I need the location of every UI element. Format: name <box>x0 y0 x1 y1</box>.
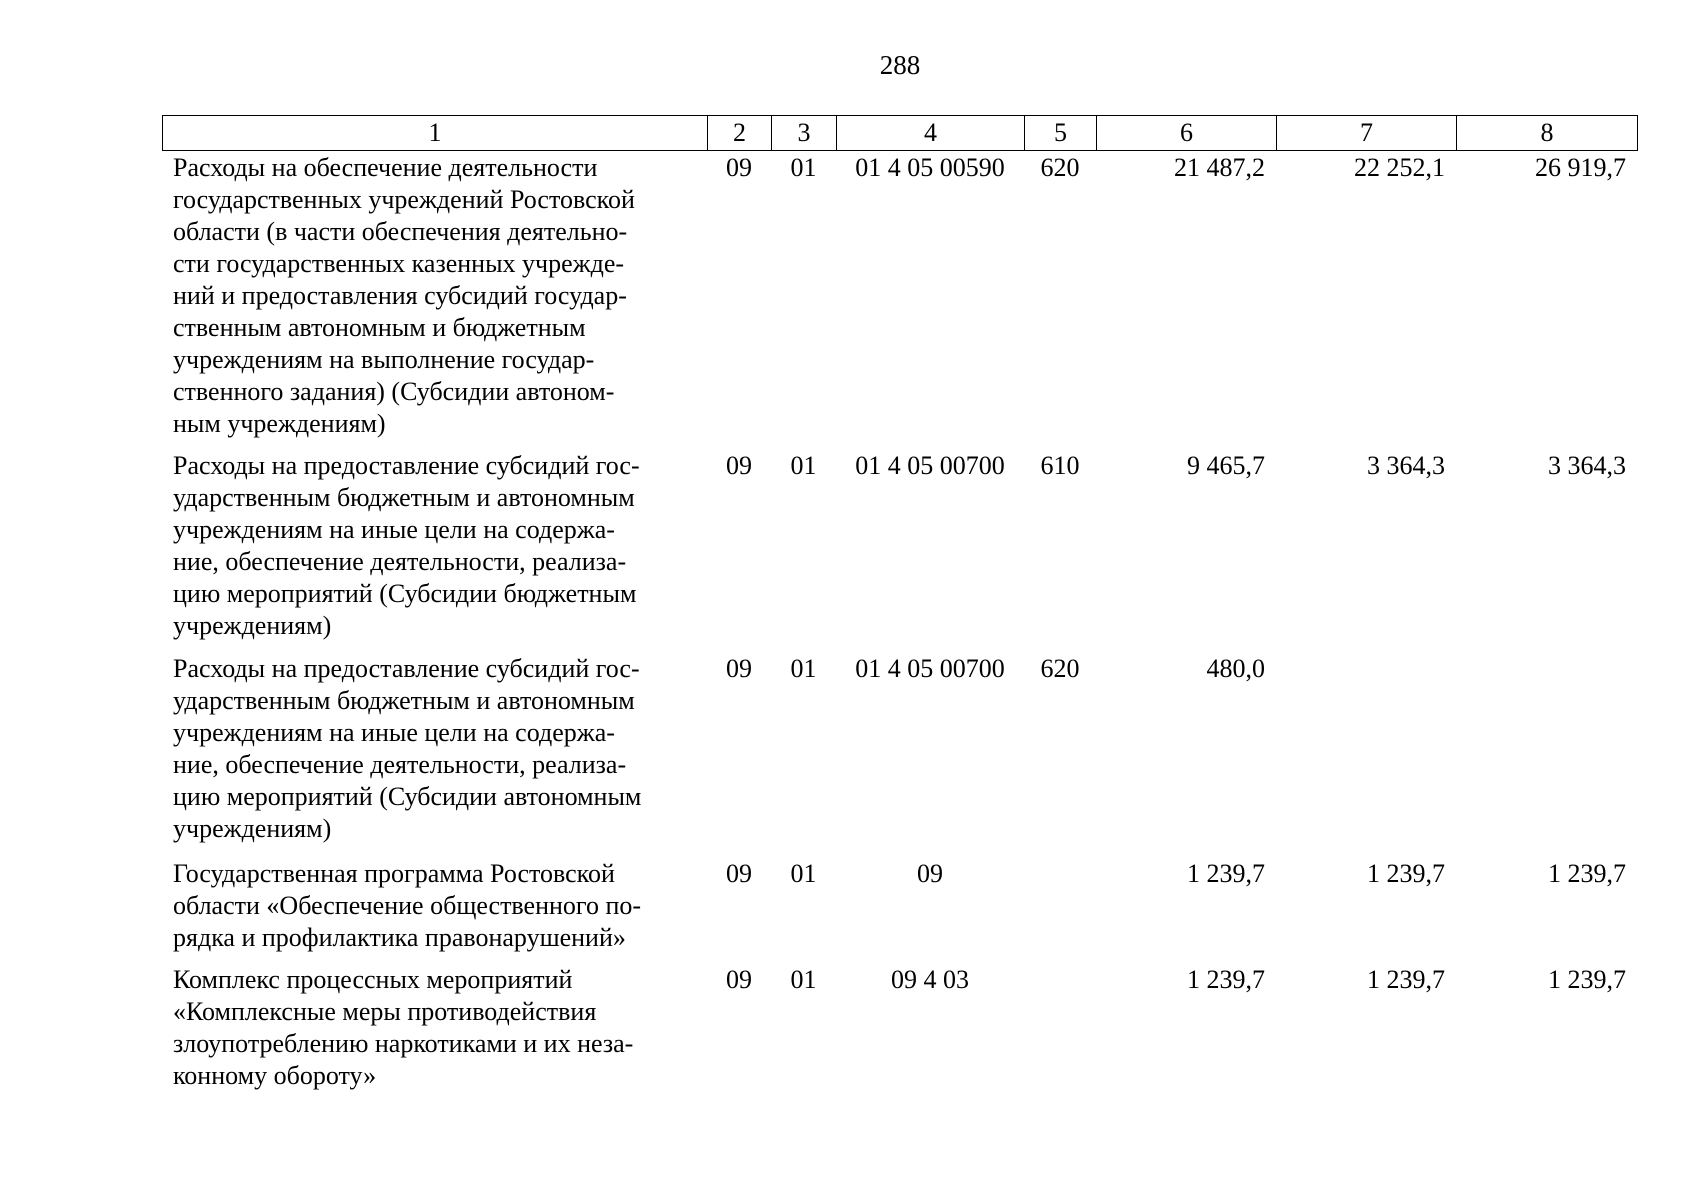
table-row <box>162 858 1637 964</box>
description-line: Комплекс процессных мероприятий <box>173 965 573 994</box>
description-line: учреждениям на выполнение государ- <box>173 345 595 374</box>
table-row <box>162 964 1637 1104</box>
row-amount-3 <box>1456 653 1637 858</box>
column-header-8: 8 <box>1457 116 1638 151</box>
description-line: конному обороту» <box>173 1061 377 1090</box>
row-amount-1: 480,0 <box>1206 654 1265 683</box>
description-line: сти государственных казенных учрежде- <box>173 249 625 278</box>
row-amount-2 <box>1276 653 1456 858</box>
row-pr: 01 <box>790 965 817 994</box>
row-amount-3: 3 364,3 <box>1548 451 1626 480</box>
column-header-2: 2 <box>708 116 772 151</box>
description-line: Государственная программа Ростовской <box>173 859 615 888</box>
row-amount-2: 1 239,7 <box>1367 859 1445 888</box>
description-line: государственных учреждений Ростовской <box>173 185 635 214</box>
row-amount-1: 1 239,7 <box>1187 859 1265 888</box>
row-description <box>162 964 707 1104</box>
row-description <box>162 152 707 450</box>
table-row <box>162 653 1637 858</box>
row-rz: 09 <box>726 859 752 888</box>
row-amount-1: 21 487,2 <box>1174 153 1265 182</box>
row-amount-3: 1 239,7 <box>1548 859 1626 888</box>
description-line: ственным автономным и бюджетным <box>173 313 586 342</box>
description-line: «Комплексные меры противодействия <box>173 997 597 1026</box>
description-line: цию мероприятий (Субсидии автономным <box>173 782 642 811</box>
description-line: области (в части обеспечения деятельно- <box>173 217 628 246</box>
row-vr: 620 <box>1040 153 1080 182</box>
row-amount-3: 1 239,7 <box>1548 965 1626 994</box>
column-header-5: 5 <box>1025 116 1097 151</box>
row-amount-1: 1 239,7 <box>1187 965 1265 994</box>
row-vr: 610 <box>1040 451 1080 480</box>
row-csr: 01 4 05 00590 <box>855 153 1005 182</box>
table-body <box>162 152 1637 1104</box>
description-line: ние, обеспечение деятельности, реализа- <box>173 547 627 576</box>
row-pr: 01 <box>790 654 817 683</box>
row-amount-2: 22 252,1 <box>1354 153 1445 182</box>
row-csr: 01 4 05 00700 <box>855 654 1005 683</box>
description-line: учреждениям) <box>173 611 332 640</box>
row-description <box>162 858 707 964</box>
page-number: 288 <box>879 50 921 80</box>
row-csr: 09 4 03 <box>891 965 969 994</box>
row-pr: 01 <box>790 451 817 480</box>
row-rz: 09 <box>726 965 752 994</box>
description-line: ударственным бюджетным и автономным <box>173 686 635 715</box>
row-amount-2: 1 239,7 <box>1367 965 1445 994</box>
column-header-7: 7 <box>1277 116 1457 151</box>
table-row <box>162 152 1637 450</box>
description-line: Расходы на предоставление субсидий гос- <box>173 451 640 480</box>
description-line: ний и предоставления субсидий государ- <box>173 281 627 310</box>
description-line: ударственным бюджетным и автономным <box>173 483 635 512</box>
row-pr: 01 <box>790 859 817 888</box>
description-line: учреждениям на иные цели на содержа- <box>173 515 615 544</box>
column-header-4: 4 <box>837 116 1025 151</box>
table-row <box>162 450 1637 653</box>
description-line: Расходы на предоставление субсидий гос- <box>173 654 640 683</box>
column-header-6: 6 <box>1097 116 1277 151</box>
description-line: ным учреждениям) <box>173 409 386 438</box>
description-line: злоупотреблению наркотиками и их неза- <box>173 1029 634 1058</box>
row-rz: 09 <box>726 451 752 480</box>
row-vr <box>1024 964 1096 1104</box>
row-csr: 09 <box>917 859 943 888</box>
row-vr: 620 <box>1040 654 1080 683</box>
column-header-3: 3 <box>772 116 837 151</box>
row-description <box>162 653 707 858</box>
table-header <box>162 115 1638 151</box>
row-description <box>162 450 707 653</box>
row-amount-1: 9 465,7 <box>1187 451 1265 480</box>
description-line: учреждениям) <box>173 814 332 843</box>
row-vr <box>1024 858 1096 964</box>
row-amount-3: 26 919,7 <box>1535 153 1626 182</box>
description-line: цию мероприятий (Субсидии бюджетным <box>173 579 637 608</box>
description-line: рядка и профилактика правонарушений» <box>173 923 626 952</box>
row-csr: 01 4 05 00700 <box>855 451 1005 480</box>
description-line: Расходы на обеспечение деятельности <box>173 153 598 182</box>
description-line: области «Обеспечение общественного по- <box>173 891 642 920</box>
row-rz: 09 <box>726 153 752 182</box>
row-amount-2: 3 364,3 <box>1367 451 1445 480</box>
row-rz: 09 <box>726 654 752 683</box>
description-line: ственного задания) (Субсидии автоном- <box>173 377 615 406</box>
column-header-1: 1 <box>163 116 708 151</box>
description-line: учреждениям на иные цели на содержа- <box>173 718 615 747</box>
description-line: ние, обеспечение деятельности, реализа- <box>173 750 627 779</box>
row-pr: 01 <box>790 153 817 182</box>
